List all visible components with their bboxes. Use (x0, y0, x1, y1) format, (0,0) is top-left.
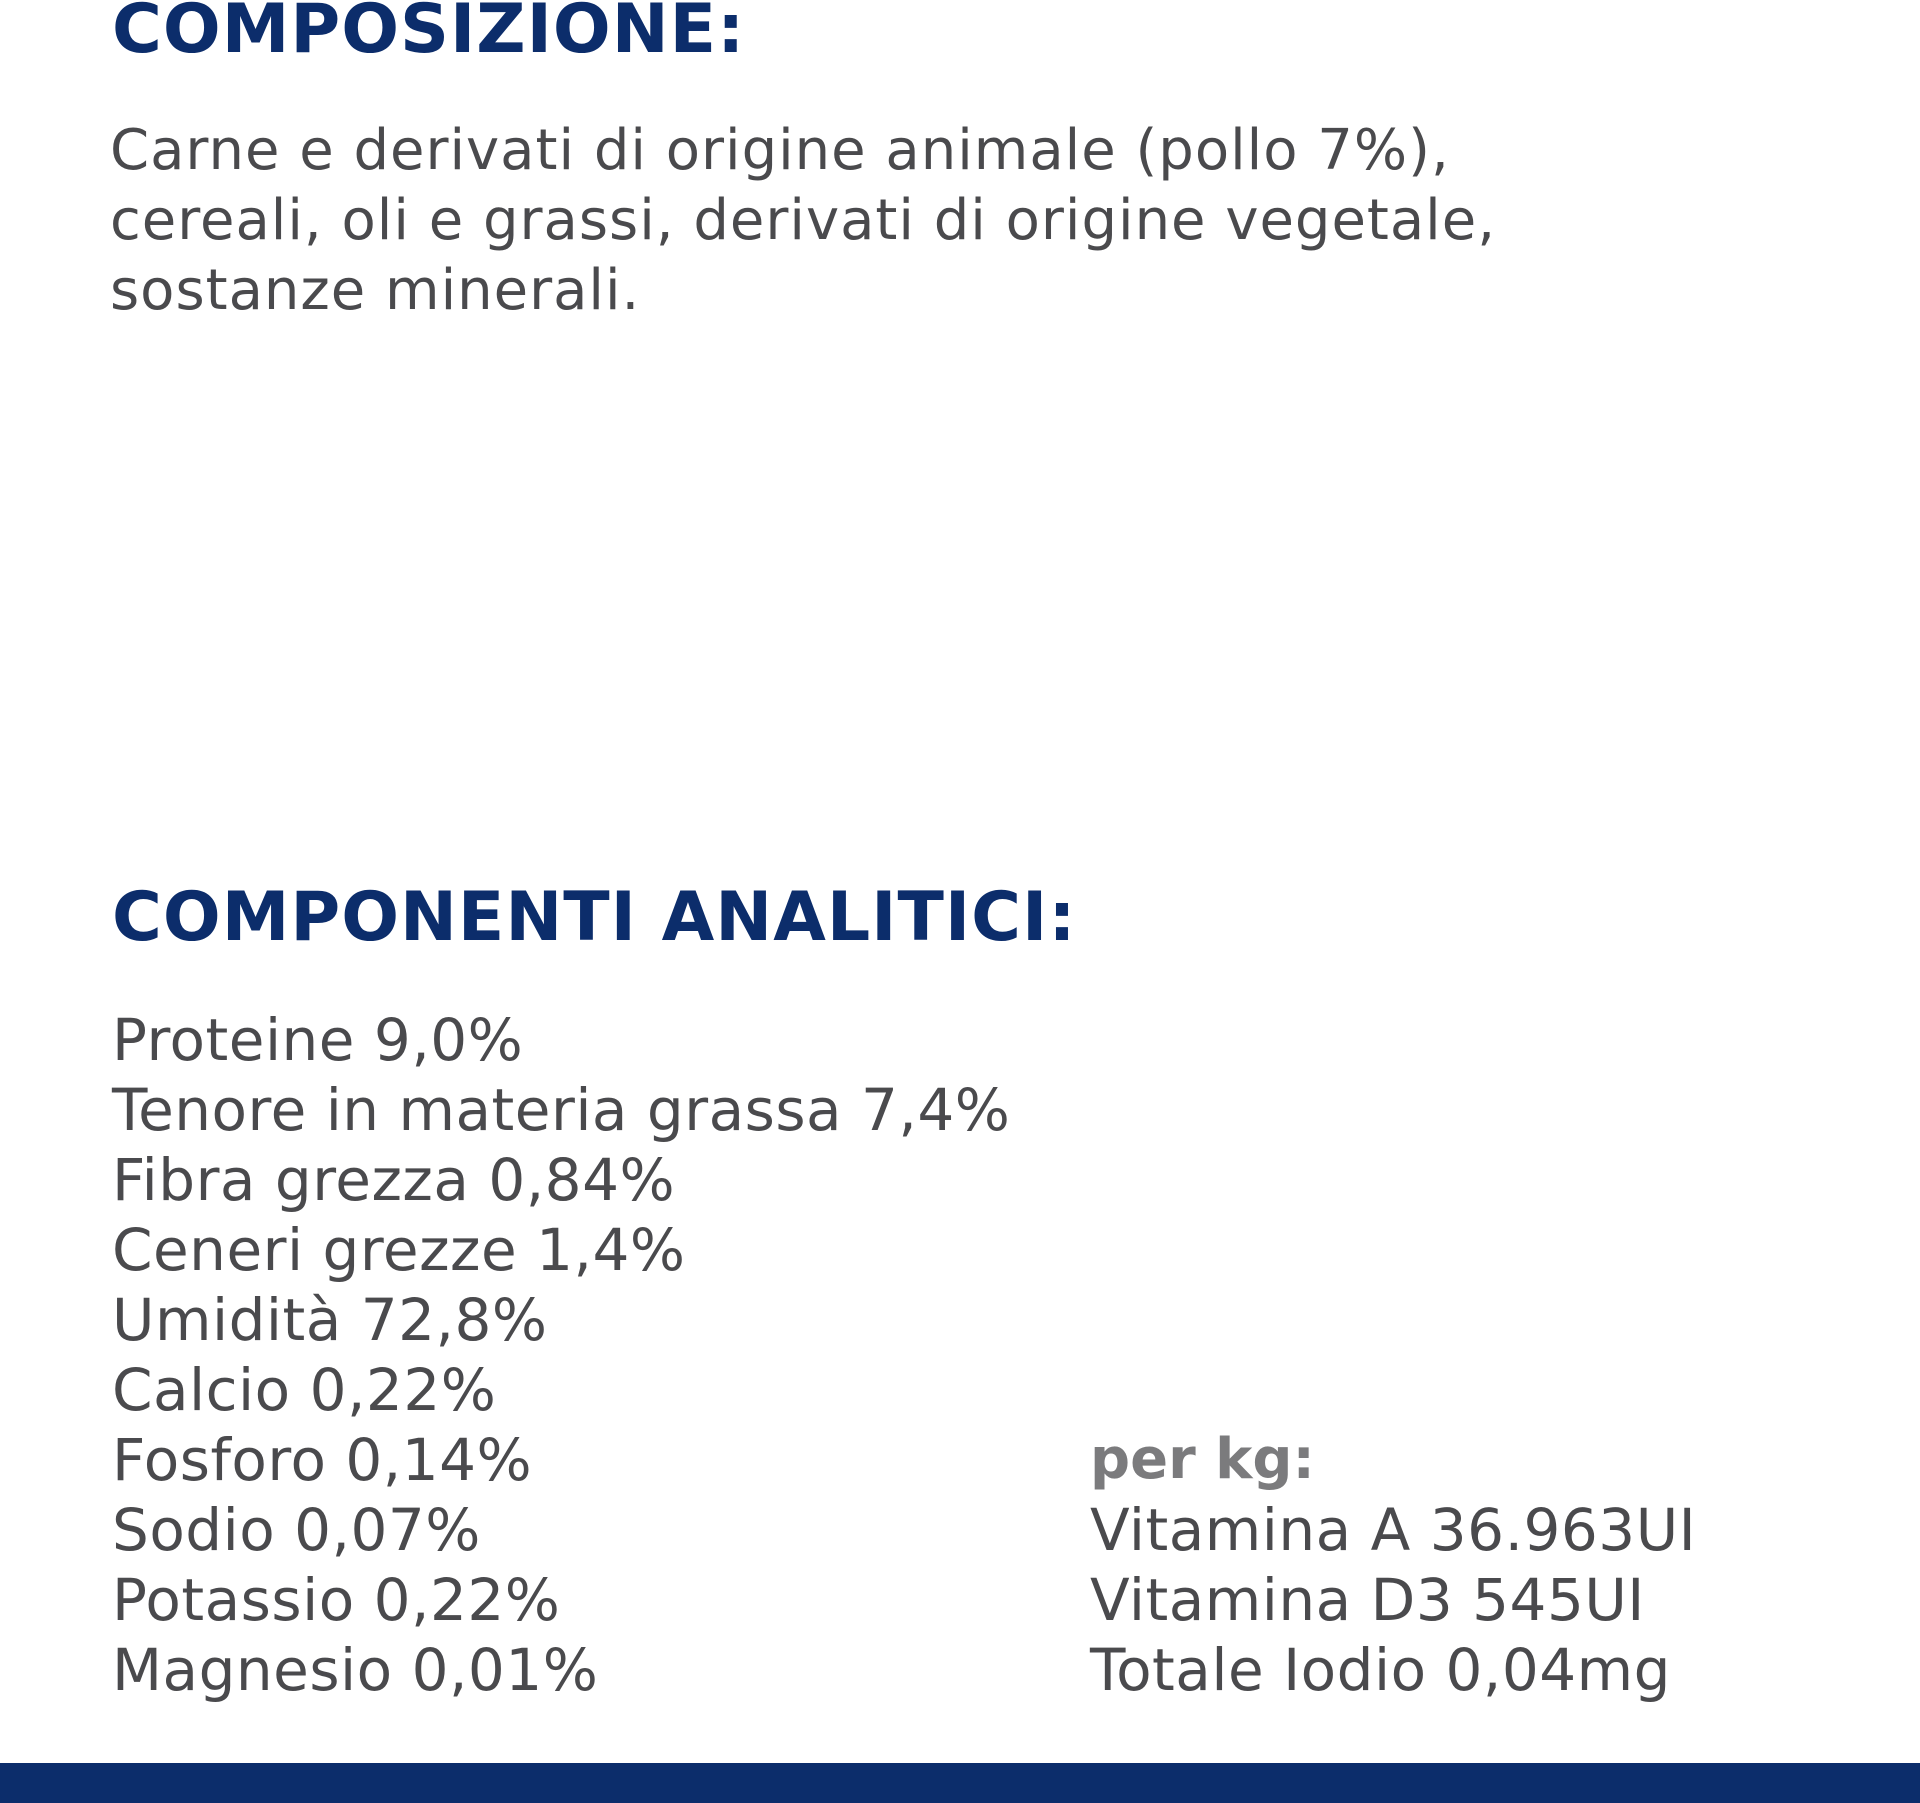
list-item: Fosforo 0,14% (112, 1426, 533, 1494)
analytic-components-heading: COMPONENTI ANALITICI: (112, 878, 1077, 957)
list-item: Proteine 9,0% (112, 1006, 524, 1074)
per-kg-block (1090, 1425, 1696, 1705)
analytic-components-list (112, 1005, 1010, 1705)
per-kg-label: per kg: (1090, 1427, 1315, 1492)
composition-text (110, 116, 1496, 326)
composition-line: sostanze minerali. (110, 258, 641, 323)
composition-heading: COMPOSIZIONE: (112, 0, 746, 69)
list-item: Vitamina D3 545UI (1090, 1566, 1645, 1634)
list-item: Potassio 0,22% (112, 1566, 561, 1634)
list-item: Sodio 0,07% (112, 1496, 481, 1564)
list-item: Vitamina A 36.963UI (1090, 1496, 1697, 1564)
list-item: Calcio 0,22% (112, 1356, 497, 1424)
list-item: Totale Iodio 0,04mg (1090, 1636, 1671, 1704)
list-item: Tenore in materia grassa 7,4% (112, 1076, 1011, 1144)
composition-line: cereali, oli e grassi, derivati di origine vegetale, (110, 188, 1496, 253)
list-item: Umidità 72,8% (112, 1286, 548, 1354)
bottom-bar (0, 1763, 1920, 1803)
list-item: Magnesio 0,01% (112, 1636, 599, 1704)
list-item: Ceneri grezze 1,4% (112, 1216, 686, 1284)
composition-line: Carne e derivati di origine animale (pollo 7%), (110, 118, 1450, 183)
per-kg-list (1090, 1495, 1696, 1705)
list-item: Fibra grezza 0,84% (112, 1146, 676, 1214)
